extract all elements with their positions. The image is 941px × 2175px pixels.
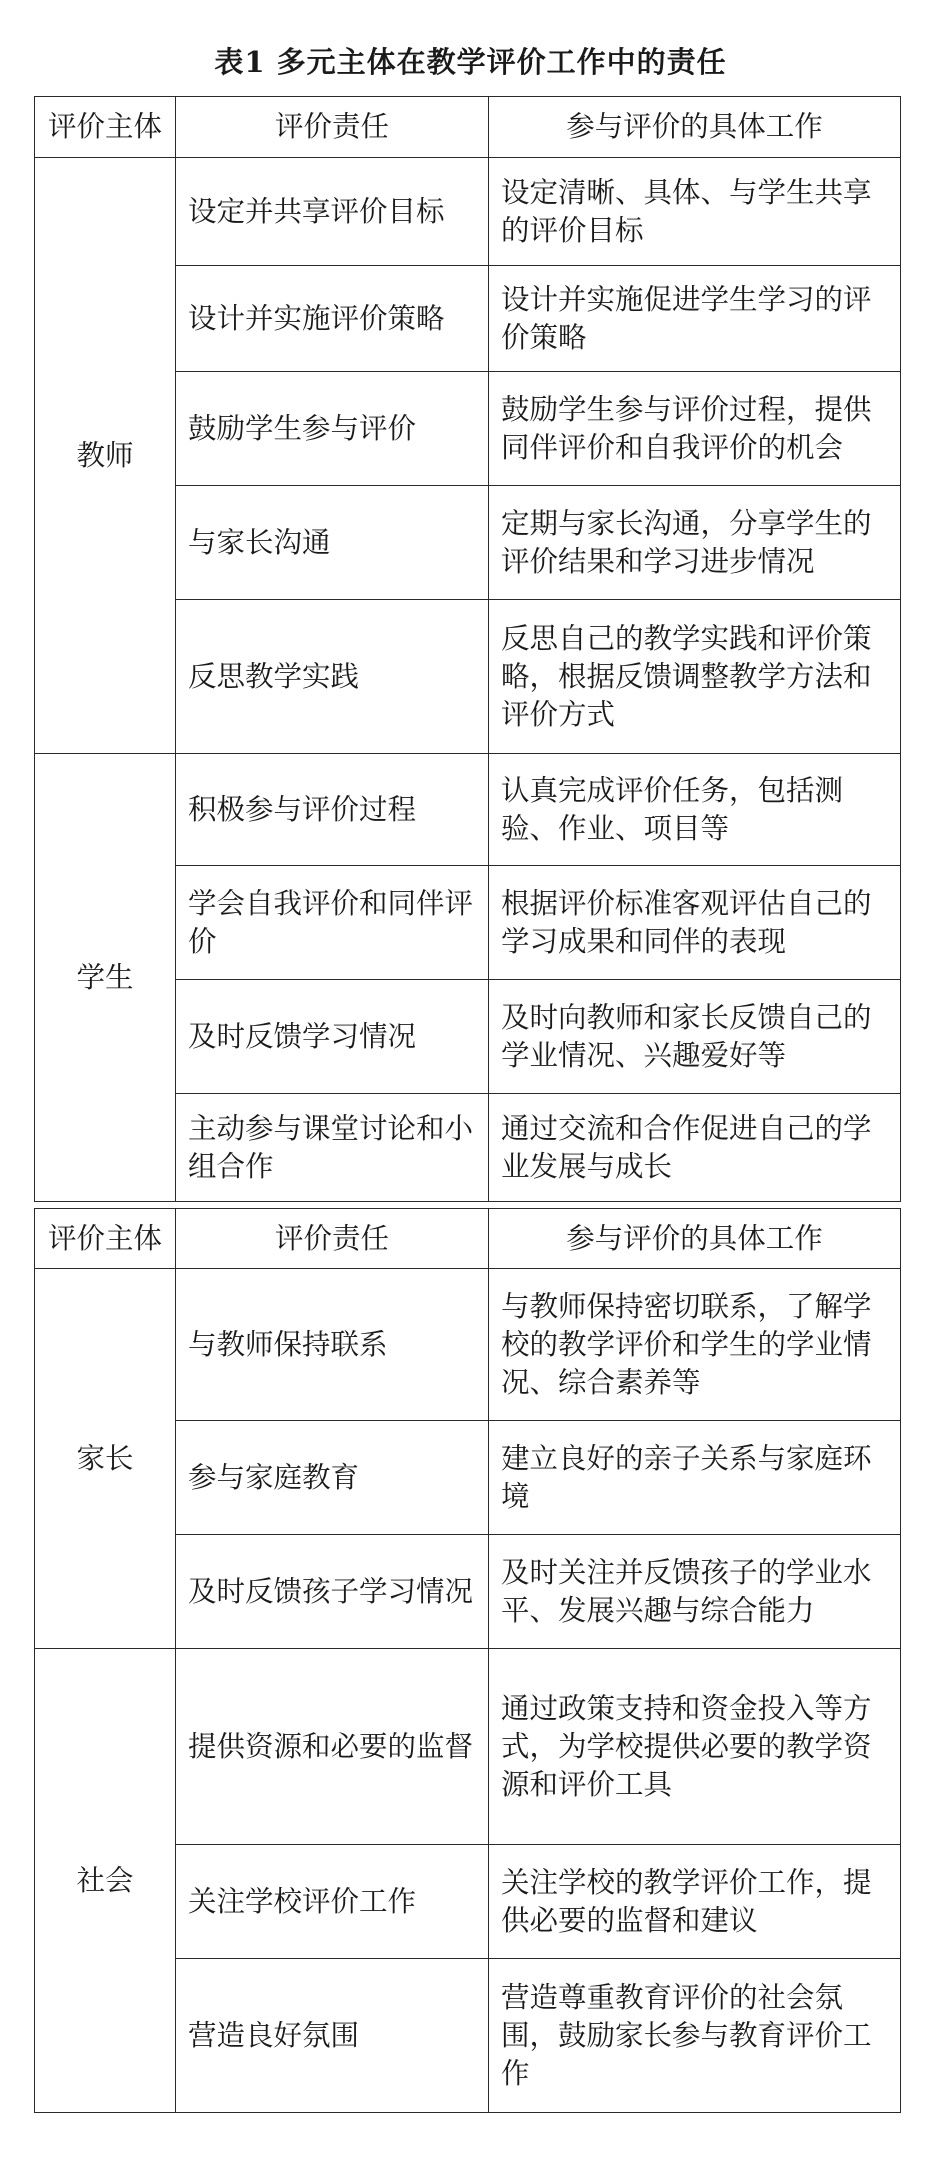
work-cell: 鼓励学生参与评价过程，提供同伴评价和自我评价的机会 bbox=[489, 372, 901, 486]
responsibility-cell: 营造良好氛围 bbox=[176, 1959, 489, 2113]
table-title: 表1 多元主体在教学评价工作中的责任 bbox=[214, 45, 727, 79]
responsibility-cell: 反思教学实践 bbox=[176, 600, 489, 754]
header-responsibility: 评价责任 bbox=[176, 97, 489, 158]
work-cell: 设定清晰、具体、与学生共享的评价目标 bbox=[489, 158, 901, 266]
table-row bbox=[35, 158, 901, 266]
work-cell: 反思自己的教学实践和评价策略，根据反馈调整教学方法和评价方式 bbox=[489, 600, 901, 754]
responsibility-cell: 积极参与评价过程 bbox=[176, 754, 489, 866]
work-cell: 关注学校的教学评价工作，提供必要的监督和建议 bbox=[489, 1845, 901, 1959]
responsibility-cell: 鼓励学生参与评价 bbox=[176, 372, 489, 486]
subject-cell-student: 学生 bbox=[35, 754, 176, 1202]
responsibility-table-part-2 bbox=[34, 1208, 901, 2113]
work-cell: 定期与家长沟通，分享学生的评价结果和学习进步情况 bbox=[489, 486, 901, 600]
work-cell: 营造尊重教育评价的社会氛围，鼓励家长参与教育评价工作 bbox=[489, 1959, 901, 2113]
work-cell: 设计并实施促进学生学习的评价策略 bbox=[489, 266, 901, 372]
responsibility-cell: 设计并实施评价策略 bbox=[176, 266, 489, 372]
work-cell: 通过交流和合作促进自己的学业发展与成长 bbox=[489, 1094, 901, 1202]
subject-cell-society: 社会 bbox=[35, 1649, 176, 2113]
header-subject: 评价主体 bbox=[35, 97, 176, 158]
responsibility-cell: 与教师保持联系 bbox=[176, 1269, 489, 1421]
work-cell: 根据评价标准客观评估自己的学习成果和同伴的表现 bbox=[489, 866, 901, 980]
subject-cell-teacher: 教师 bbox=[35, 158, 176, 754]
work-cell: 建立良好的亲子关系与家庭环境 bbox=[489, 1421, 901, 1535]
header-subject: 评价主体 bbox=[35, 1209, 176, 1269]
table-row bbox=[35, 754, 901, 866]
responsibility-cell: 关注学校评价工作 bbox=[176, 1845, 489, 1959]
responsibility-table-part-1 bbox=[34, 96, 901, 1202]
header-row bbox=[35, 97, 901, 158]
header-responsibility: 评价责任 bbox=[176, 1209, 489, 1269]
table-row bbox=[35, 1649, 901, 1845]
responsibility-cell: 提供资源和必要的监督 bbox=[176, 1649, 489, 1845]
header-work: 参与评价的具体工作 bbox=[489, 1209, 901, 1269]
work-cell: 及时向教师和家长反馈自己的学业情况、兴趣爱好等 bbox=[489, 980, 901, 1094]
responsibility-cell: 与家长沟通 bbox=[176, 486, 489, 600]
responsibility-cell: 学会自我评价和同伴评价 bbox=[176, 866, 489, 980]
responsibility-cell: 设定并共享评价目标 bbox=[176, 158, 489, 266]
subject-cell-parent: 家长 bbox=[35, 1269, 176, 1649]
responsibility-cell: 及时反馈学习情况 bbox=[176, 980, 489, 1094]
work-cell: 与教师保持密切联系，了解学校的教学评价和学生的学业情况、综合素养等 bbox=[489, 1269, 901, 1421]
work-cell: 通过政策支持和资金投入等方式，为学校提供必要的教学资源和评价工具 bbox=[489, 1649, 901, 1845]
work-cell: 及时关注并反馈孩子的学业水平、发展兴趣与综合能力 bbox=[489, 1535, 901, 1649]
responsibility-cell: 及时反馈孩子学习情况 bbox=[176, 1535, 489, 1649]
responsibility-cell: 主动参与课堂讨论和小组合作 bbox=[176, 1094, 489, 1202]
work-cell: 认真完成评价任务，包括测验、作业、项目等 bbox=[489, 754, 901, 866]
table-row bbox=[35, 1269, 901, 1421]
header-row bbox=[35, 1209, 901, 1269]
header-work: 参与评价的具体工作 bbox=[489, 97, 901, 158]
responsibility-cell: 参与家庭教育 bbox=[176, 1421, 489, 1535]
